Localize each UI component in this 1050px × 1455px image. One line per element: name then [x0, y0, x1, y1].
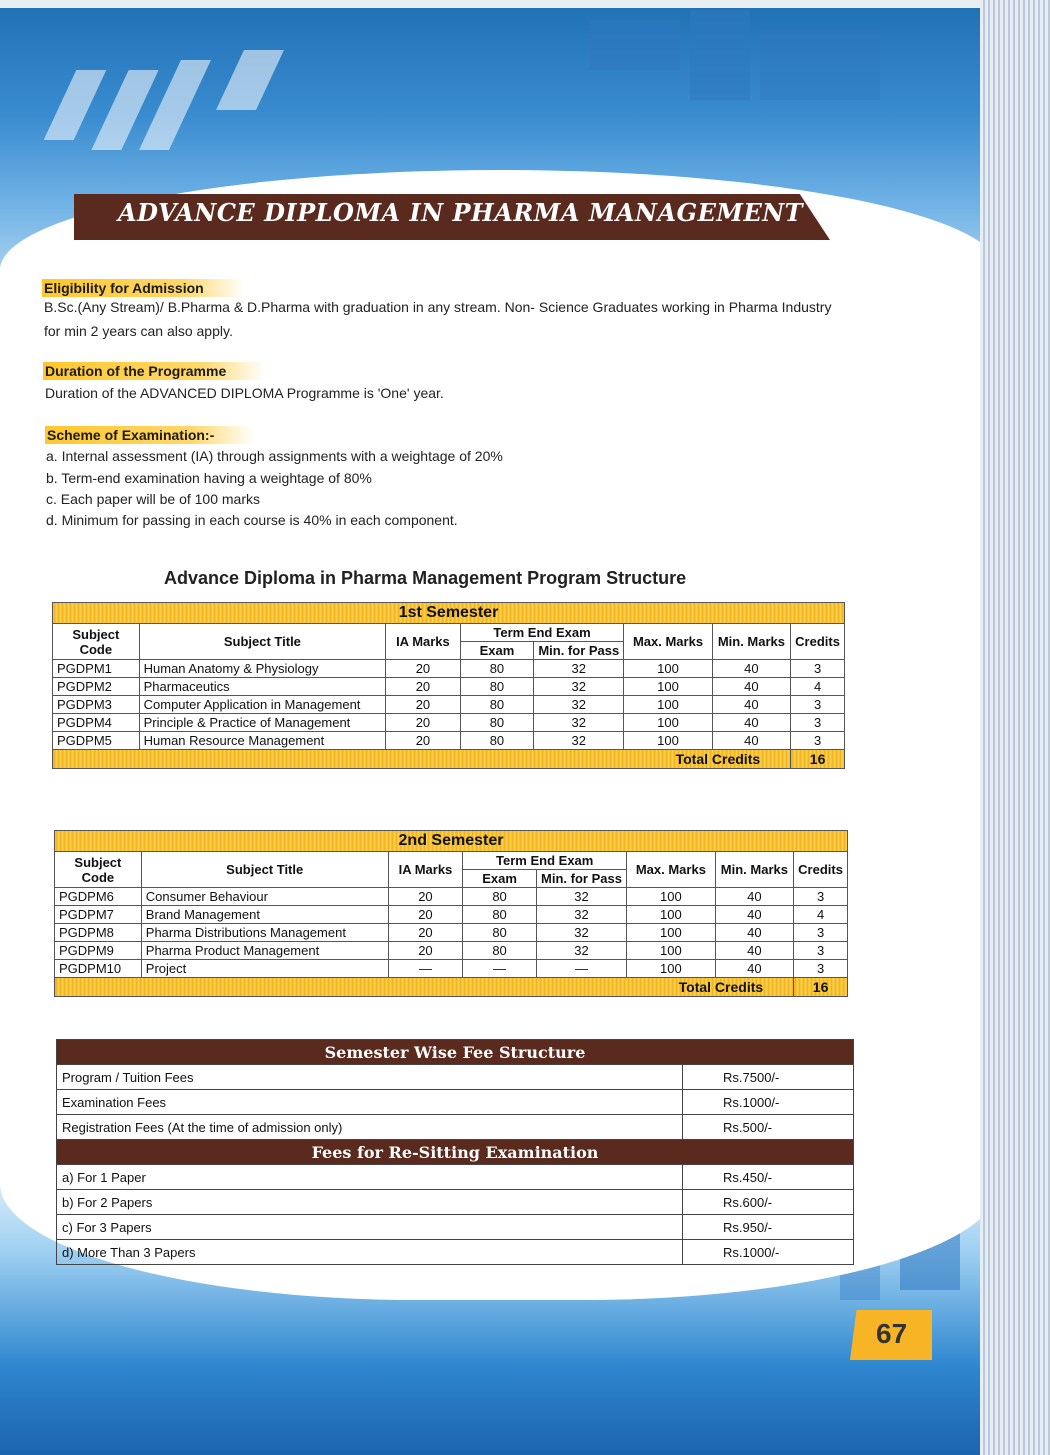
page-title: ADVANCE DIPLOMA IN PHARMA MANAGEMENT	[118, 198, 804, 227]
resit-label: d) More Than 3 Papers	[57, 1240, 683, 1265]
credits-cell: 3	[791, 732, 845, 750]
subject-code-cell: PGDPM9	[55, 942, 142, 960]
resit-amount: Rs.950/-	[683, 1215, 854, 1240]
ia-marks-cell: 20	[386, 660, 461, 678]
max-marks-cell: 100	[627, 888, 715, 906]
scheme-item: c. Each paper will be of 100 marks	[46, 491, 260, 507]
min-marks-cell: 40	[715, 906, 794, 924]
fee-row	[57, 1090, 854, 1115]
min-marks-cell: 40	[712, 732, 790, 750]
max-marks-cell: 100	[627, 960, 715, 978]
ia-marks-cell: 20	[386, 678, 461, 696]
total-credits-value: 16	[794, 978, 848, 997]
credits-cell: 3	[794, 888, 848, 906]
col-term-end-exam: Term End Exam	[463, 852, 627, 870]
ia-marks-cell: —	[388, 960, 463, 978]
scheme-heading: Scheme of Examination:-	[45, 426, 254, 444]
min-for-pass-cell: 32	[536, 888, 626, 906]
fee-amount: Rs.7500/-	[683, 1065, 854, 1090]
resit-label: a) For 1 Paper	[57, 1165, 683, 1190]
min-marks-cell: 40	[712, 696, 790, 714]
subject-row	[55, 906, 848, 924]
max-marks-cell: 100	[627, 924, 715, 942]
resit-row	[57, 1215, 854, 1240]
ia-marks-cell: 20	[388, 942, 463, 960]
subject-code-cell: PGDPM2	[53, 678, 140, 696]
col-ia-marks: IA Marks	[388, 852, 463, 888]
subject-title-cell: Consumer Behaviour	[141, 888, 388, 906]
resit-row	[57, 1240, 854, 1265]
semester-1-label: 1st Semester	[53, 603, 845, 624]
subject-row	[55, 960, 848, 978]
fee-label: Examination Fees	[57, 1090, 683, 1115]
credits-cell: 3	[794, 960, 848, 978]
col-ia-marks: IA Marks	[386, 624, 461, 660]
subject-title-cell: Brand Management	[141, 906, 388, 924]
resit-amount: Rs.1000/-	[683, 1240, 854, 1265]
min-for-pass-cell: 32	[534, 714, 624, 732]
semester-1-table	[52, 602, 845, 769]
credits-cell: 4	[794, 906, 848, 924]
credits-cell: 3	[794, 924, 848, 942]
eligibility-heading: Eligibility for Admission	[42, 279, 244, 297]
min-marks-cell: 40	[715, 924, 794, 942]
duration-heading: Duration of the Programme	[43, 362, 266, 380]
col-min-for-pass: Min. for Pass	[536, 870, 626, 888]
subject-title-cell: Human Anatomy & Physiology	[139, 660, 386, 678]
min-for-pass-cell: 32	[534, 696, 624, 714]
max-marks-cell: 100	[624, 732, 712, 750]
subject-code-cell: PGDPM3	[53, 696, 140, 714]
resit-amount: Rs.600/-	[683, 1190, 854, 1215]
resit-fees-heading: Fees for Re-Sitting Examination	[57, 1140, 854, 1165]
scheme-item: a. Internal assessment (IA) through assignments with a weightage of 20%	[46, 448, 503, 464]
subject-row	[53, 732, 845, 750]
credits-cell: 4	[791, 678, 845, 696]
min-for-pass-cell: 32	[536, 924, 626, 942]
col-subject-code: Subject Code	[53, 624, 140, 660]
min-marks-cell: 40	[712, 678, 790, 696]
semester-2-table	[54, 830, 848, 997]
min-marks-cell: 40	[712, 660, 790, 678]
fee-amount: Rs.1000/-	[683, 1090, 854, 1115]
col-term-end-exam: Term End Exam	[460, 624, 624, 642]
exam-marks-cell: 80	[460, 678, 534, 696]
exam-marks-cell: 80	[463, 888, 537, 906]
exam-marks-cell: 80	[460, 714, 534, 732]
scheme-item: d. Minimum for passing in each course is 40% in each component.	[46, 512, 458, 528]
subject-code-cell: PGDPM4	[53, 714, 140, 732]
min-for-pass-cell: 32	[534, 732, 624, 750]
min-for-pass-cell: 32	[536, 942, 626, 960]
fee-amount: Rs.500/-	[683, 1115, 854, 1140]
program-structure-title: Advance Diploma in Pharma Management Program Structure	[164, 568, 687, 588]
min-marks-cell: 40	[715, 888, 794, 906]
col-subject-title: Subject Title	[139, 624, 386, 660]
fee-structure-table	[56, 1039, 854, 1265]
col-min-for-pass: Min. for Pass	[534, 642, 624, 660]
min-marks-cell: 40	[712, 714, 790, 732]
min-for-pass-cell: 32	[536, 906, 626, 924]
subject-row	[53, 714, 845, 732]
total-credits-label: Total Credits	[55, 978, 794, 997]
col-subject-code: Subject Code	[55, 852, 142, 888]
page-number: 67	[876, 1318, 908, 1349]
semester-2-label: 2nd Semester	[55, 831, 848, 852]
max-marks-cell: 100	[627, 942, 715, 960]
col-credits: Credits	[794, 852, 848, 888]
subject-code-cell: PGDPM7	[55, 906, 142, 924]
max-marks-cell: 100	[624, 660, 712, 678]
exam-marks-cell: 80	[460, 732, 534, 750]
credits-cell: 3	[791, 714, 845, 732]
resit-label: c) For 3 Papers	[57, 1215, 683, 1240]
min-for-pass-cell: —	[536, 960, 626, 978]
total-credits-value: 16	[791, 750, 845, 769]
col-min-marks: Min. Marks	[715, 852, 794, 888]
min-marks-cell: 40	[715, 960, 794, 978]
exam-marks-cell: 80	[460, 696, 534, 714]
subject-title-cell: Pharmaceutics	[139, 678, 386, 696]
subject-title-cell: Computer Application in Management	[139, 696, 386, 714]
resit-amount: Rs.450/-	[683, 1165, 854, 1190]
ia-marks-cell: 20	[388, 888, 463, 906]
subject-row	[55, 942, 848, 960]
fee-row	[57, 1115, 854, 1140]
subject-row	[53, 678, 845, 696]
credits-cell: 3	[791, 696, 845, 714]
col-subject-title: Subject Title	[141, 852, 388, 888]
credits-cell: 3	[791, 660, 845, 678]
credits-cell: 3	[794, 942, 848, 960]
fee-label: Registration Fees (At the time of admission only)	[57, 1115, 683, 1140]
eligibility-line-1: B.Sc.(Any Stream)/ B.Pharma & D.Pharma with graduation in any stream. Non- Science Graduates working in Pharma Industry	[44, 299, 832, 315]
resit-label: b) For 2 Papers	[57, 1190, 683, 1215]
total-credits-label: Total Credits	[53, 750, 791, 769]
scheme-item: b. Term-end examination having a weightage of 80%	[46, 470, 372, 486]
col-max-marks: Max. Marks	[624, 624, 712, 660]
subject-code-cell: PGDPM8	[55, 924, 142, 942]
resit-row	[57, 1190, 854, 1215]
max-marks-cell: 100	[627, 906, 715, 924]
fee-label: Program / Tuition Fees	[57, 1065, 683, 1090]
subject-code-cell: PGDPM6	[55, 888, 142, 906]
subject-row	[55, 888, 848, 906]
min-for-pass-cell: 32	[534, 660, 624, 678]
fee-structure-heading: Semester Wise Fee Structure	[57, 1040, 854, 1065]
min-marks-cell: 40	[715, 942, 794, 960]
max-marks-cell: 100	[624, 696, 712, 714]
subject-title-cell: Pharma Product Management	[141, 942, 388, 960]
col-exam: Exam	[463, 870, 537, 888]
subject-title-cell: Human Resource Management	[139, 732, 386, 750]
ia-marks-cell: 20	[386, 696, 461, 714]
subject-title-cell: Project	[141, 960, 388, 978]
exam-marks-cell: 80	[463, 906, 537, 924]
subject-code-cell: PGDPM10	[55, 960, 142, 978]
duration-text: Duration of the ADVANCED DIPLOMA Programme is 'One' year.	[45, 385, 444, 401]
subject-title-cell: Pharma Distributions Management	[141, 924, 388, 942]
max-marks-cell: 100	[624, 678, 712, 696]
ia-marks-cell: 20	[388, 924, 463, 942]
max-marks-cell: 100	[624, 714, 712, 732]
subject-row	[53, 660, 845, 678]
ia-marks-cell: 20	[388, 906, 463, 924]
resit-row	[57, 1165, 854, 1190]
fee-row	[57, 1065, 854, 1090]
subject-code-cell: PGDPM5	[53, 732, 140, 750]
subject-title-cell: Principle & Practice of Management	[139, 714, 386, 732]
col-exam: Exam	[460, 642, 534, 660]
eligibility-line-2: for min 2 years can also apply.	[44, 323, 233, 339]
exam-marks-cell: 80	[463, 924, 537, 942]
subject-row	[53, 696, 845, 714]
ia-marks-cell: 20	[386, 732, 461, 750]
col-min-marks: Min. Marks	[712, 624, 790, 660]
min-for-pass-cell: 32	[534, 678, 624, 696]
subject-row	[55, 924, 848, 942]
exam-marks-cell: 80	[460, 660, 534, 678]
exam-marks-cell: —	[463, 960, 537, 978]
exam-marks-cell: 80	[463, 942, 537, 960]
ia-marks-cell: 20	[386, 714, 461, 732]
subject-code-cell: PGDPM1	[53, 660, 140, 678]
col-credits: Credits	[791, 624, 845, 660]
col-max-marks: Max. Marks	[627, 852, 715, 888]
